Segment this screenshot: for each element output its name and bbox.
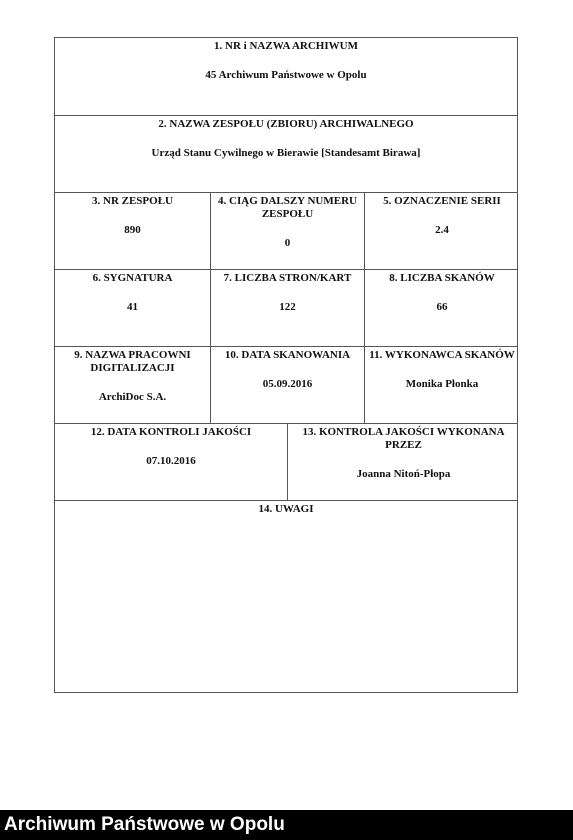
cell-digitization-lab xyxy=(55,347,210,423)
scanner-value: Monika Płonka xyxy=(405,378,479,390)
scan-date-label: 10. DATA SKANOWANIA xyxy=(224,349,351,361)
archive-name-value: 45 Archiwum Państwowe w Opolu xyxy=(205,69,367,81)
row-numbers xyxy=(55,193,517,270)
footer-text: Archiwum Państwowe w Opolu xyxy=(4,814,285,835)
cell-page-count xyxy=(210,270,364,346)
scanner-label: 11. WYKONAWCA SKANÓW xyxy=(369,349,515,361)
series-mark-label: 5. OZNACZENIE SERII xyxy=(383,195,501,207)
fonds-number-value: 890 xyxy=(124,224,141,236)
qc-by-label: 13. KONTROLA JAKOŚCI WYKONANA PRZEZ xyxy=(302,426,505,451)
fonds-number-cont-value: 0 xyxy=(284,237,291,249)
archive-footer-banner xyxy=(0,810,573,840)
archive-name-label: 1. NR i NAZWA ARCHIWUM xyxy=(214,40,358,52)
row-archive xyxy=(55,38,517,116)
signature-value: 41 xyxy=(127,301,138,313)
row-remarks xyxy=(55,501,517,694)
cell-series-mark xyxy=(364,193,519,269)
cell-qc-date xyxy=(55,424,287,500)
fonds-name-value: Urząd Stanu Cywilnego w Bierawie [Standesamt Birawa] xyxy=(151,147,421,159)
scan-date-value: 05.09.2016 xyxy=(262,378,313,390)
cell-scan-count xyxy=(364,270,519,346)
scan-count-value: 66 xyxy=(436,301,448,313)
cell-scan-date xyxy=(210,347,364,423)
cell-fonds-number xyxy=(55,193,210,269)
qc-date-value: 07.10.2016 xyxy=(146,455,196,467)
cell-qc-by xyxy=(287,424,519,500)
cell-signature xyxy=(55,270,210,346)
remarks-label: 14. UWAGI xyxy=(258,503,314,515)
fonds-number-label: 3. NR ZESPOŁU xyxy=(92,195,173,207)
fonds-number-cont-label: 4. CIĄG DALSZY NUMERU ZESPOŁU xyxy=(218,195,357,220)
cell-fonds-number-cont xyxy=(210,193,364,269)
row-fonds xyxy=(55,116,517,193)
metadata-form xyxy=(54,37,518,693)
row-quality xyxy=(55,424,517,501)
digitization-lab-value: ArchiDoc S.A. xyxy=(98,391,167,403)
fonds-name-label: 2. NAZWA ZESPOŁU (ZBIORU) ARCHIWALNEGO xyxy=(158,118,414,130)
cell-scanner xyxy=(364,347,519,423)
cell-fonds-name xyxy=(55,116,517,192)
cell-remarks xyxy=(55,501,517,694)
digitization-lab-label: 9. NAZWA PRACOWNI DIGITALIZACJI xyxy=(74,349,191,374)
row-counts xyxy=(55,270,517,347)
page-count-value: 122 xyxy=(279,301,296,313)
signature-label: 6. SYGNATURA xyxy=(92,272,173,284)
qc-date-label: 12. DATA KONTROLI JAKOŚCI xyxy=(90,426,252,438)
cell-archive-name xyxy=(55,38,517,115)
row-digitization xyxy=(55,347,517,424)
scan-count-label: 8. LICZBA SKANÓW xyxy=(389,272,495,284)
series-mark-value: 2.4 xyxy=(435,224,449,236)
page-count-label: 7. LICZBA STRON/KART xyxy=(223,272,352,284)
qc-by-value: Joanna Nitoń-Płopa xyxy=(356,468,451,480)
